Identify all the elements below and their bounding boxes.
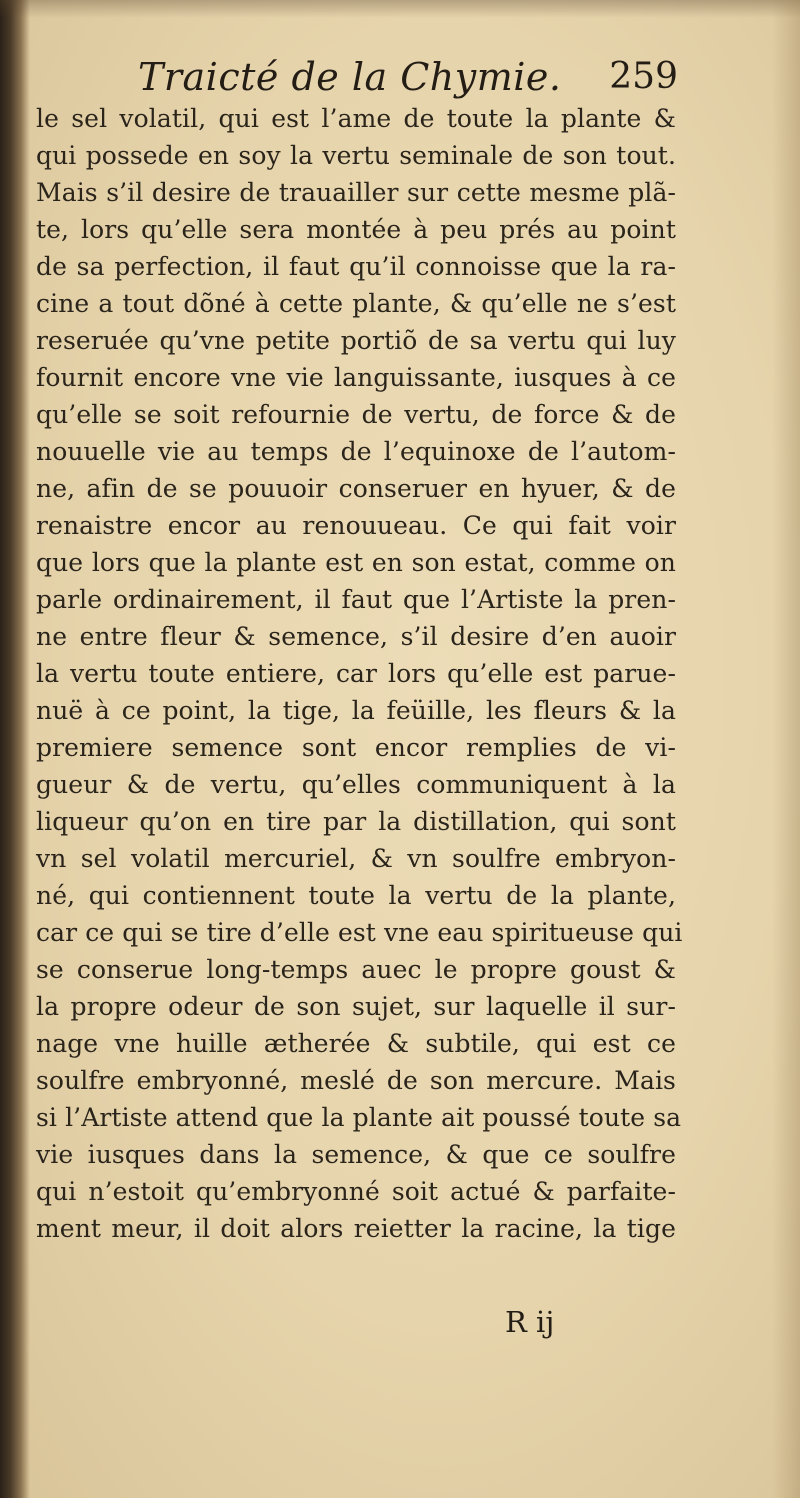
text-line: si l’Artiste attend que la plante ait poussé toute sa [36,1103,682,1132]
text-line: la vertu toute entiere, car lors qu’elle est parue- [36,659,676,688]
text-line: de sa perfection, il faut qu’il connoisse que la ra- [36,252,676,281]
text-line: qui possede en soy la vertu seminale de son tout. [36,141,676,170]
text-line: ment meur, il doit alors reietter la racine, la tige [36,1214,676,1243]
text-line: nuë à ce point, la tige, la feüille, les fleurs & la [36,696,676,725]
text-line: te, lors qu’elle sera montée à peu prés au point [36,215,676,244]
running-head [138,52,678,102]
text-line: la propre odeur de son sujet, sur laquelle il sur- [36,992,676,1021]
text-line: cine a tout dõné à cette plante, & qu’elle ne s’est [36,289,676,318]
text-line: Mais s’il desire de trauailler sur cette mesme plã- [36,178,676,207]
text-line: se conserue long-temps auec le propre goust & [36,955,676,984]
text-line: qui n’estoit qu’embryonné soit actué & parfaite- [36,1177,676,1206]
text-line: gueur & de vertu, qu’elles communiquent à la [36,770,676,799]
page-number: 259 [609,56,678,97]
running-title: Traicté de la Chymie. [138,55,562,99]
text-line: ne entre fleur & semence, s’il desire d’en auoir [36,622,676,651]
text-line: fournit encore vne vie languissante, iusques à ce [36,363,676,392]
right-edge-shadow [772,0,800,1498]
text-line: qu’elle se soit refournie de vertu, de force & de [36,400,676,429]
text-line: renaistre encor au renouueau. Ce qui fait voir [36,511,676,540]
text-line: nage vne huille ætherée & subtile, qui est ce [36,1029,676,1058]
text-line: reseruée qu’vne petite portiõ de sa vertu qui luy [36,326,676,355]
binding-edge [0,0,30,1498]
text-line: liqueur qu’on en tire par la distillation, qui sont [36,807,676,836]
signature-mark: R ij [505,1305,555,1339]
text-line: nouuelle vie au temps de l’equinoxe de l’autom- [36,437,676,466]
page-footer [505,1302,595,1342]
text-line: le sel volatil, qui est l’ame de toute la plante & [36,104,676,133]
text-line: car ce qui se tire d’elle est vne eau spiritueuse qui [36,918,683,947]
text-line: vn sel volatil mercuriel, & vn soulfre embryon- [36,844,676,873]
text-line: vie iusques dans la semence, & que ce soulfre [36,1140,676,1169]
text-line: soulfre embryonné, meslé de son mercure. Mais [36,1066,676,1095]
text-line: né, qui contiennent toute la vertu de la plante, [36,881,676,910]
text-line: parle ordinairement, il faut que l’Artiste la pren- [36,585,676,614]
top-edge-shadow [0,0,800,18]
text-line: que lors que la plante est en son estat, comme on [36,548,676,577]
text-line: premiere semence sont encor remplies de vi- [36,733,676,762]
text-line: ne, afin de se pouuoir conseruer en hyuer, & de [36,474,676,503]
text-block [36,100,683,1247]
